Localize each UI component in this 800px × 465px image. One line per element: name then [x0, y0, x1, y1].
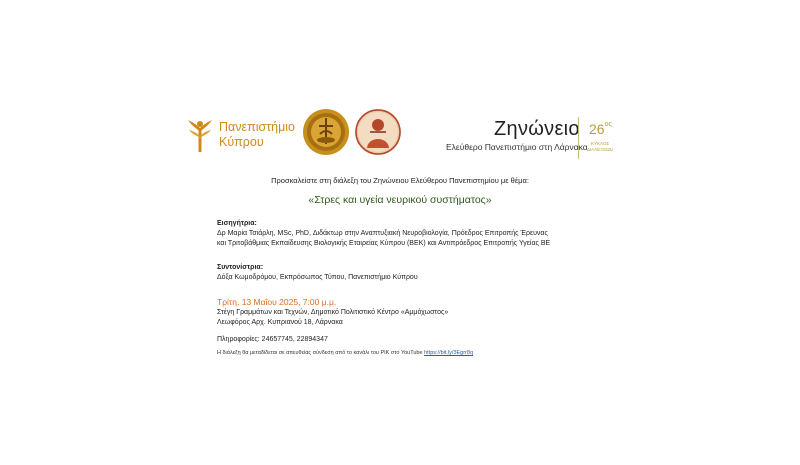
cycle-number: [589, 121, 612, 137]
lecture-topic: «Στρες και υγεία νευρικού συστήματος»: [308, 194, 492, 206]
lecture-cycle-badge: [578, 117, 621, 159]
zenoneio-title: Ζηνώνειο: [494, 118, 580, 140]
speaker-line2: και Τριτοβάθμιας Εκπαίδευσης Βιολογικής Εταιρείας Κύπρου (ΒΕΚ) και Αντιπρόεδρος Επιτροπής Υγείας ΒΕ: [217, 240, 551, 247]
zenoneio-subtitle: Ελεύθερο Πανεπιστήμιο στη Λάρνακα: [446, 142, 588, 152]
header-logos: [0, 105, 800, 165]
university-name-line1: Πανεπιστήμιο: [219, 120, 296, 134]
stream-note: [217, 350, 473, 356]
university-name-line2: Κύπρου: [219, 135, 264, 149]
moderator-label: Συντονίστρια:: [217, 264, 264, 271]
venue-line2: Λεωφόρος Αρχ. Κυπριανού 18, Λάρνακα: [217, 319, 343, 326]
stream-note-text: Η διάλεξη θα μεταδίδεται σε απευθείας σύνδεση από το κανάλι του ΡΙΚ στο YouTube: [217, 350, 423, 356]
cycle-suffix: ος: [604, 121, 612, 128]
ancient-coin-seal-icon: [302, 108, 350, 156]
cycle-label-line1: ΚΥΚΛΟΣ: [591, 141, 610, 146]
youtube-stream-link[interactable]: https://bit.ly/3Egrr8q: [424, 350, 474, 356]
speaker-label: Εισηγήτρια:: [217, 220, 257, 227]
speaker-line1: Δρ Μαρία Τσιάρλη, MSc, PhD, Διδάκτωρ στην Αναπτυξιακή Νευροβιολογία, Πρόεδρος Επιτροπής Έρευνας: [217, 230, 548, 237]
venue-line1: Στέγη Γραμμάτων και Τεχνών, Δημοτικό Πολιτιστικό Κέντρο «Αμμόχωστος»: [217, 309, 449, 316]
invitation-intro: Προσκαλείστε στη διάλεξη του Ζηνώνειου Ελεύθερου Πανεπιστημίου με θέμα:: [271, 176, 529, 185]
event-date: Τρίτη, 13 Μαΐου 2025, 7:00 μ.μ.: [217, 297, 337, 307]
cycle-number-value: 26: [589, 121, 605, 137]
university-name: [219, 120, 295, 150]
cycle-label-line2: ΔΙΑΛΕΞΕΩΝ: [587, 147, 613, 152]
ucy-tree-logo-icon: [186, 116, 214, 152]
moderator-line1: Δόξα Κωμοδρόμου, Εκπρόσωπος Τύπου, Πανεπιστήμιο Κύπρου: [217, 274, 418, 281]
info-phones: Πληροφορίες: 24657745, 22894347: [217, 336, 328, 343]
zeno-portrait-seal-icon: [354, 108, 402, 156]
